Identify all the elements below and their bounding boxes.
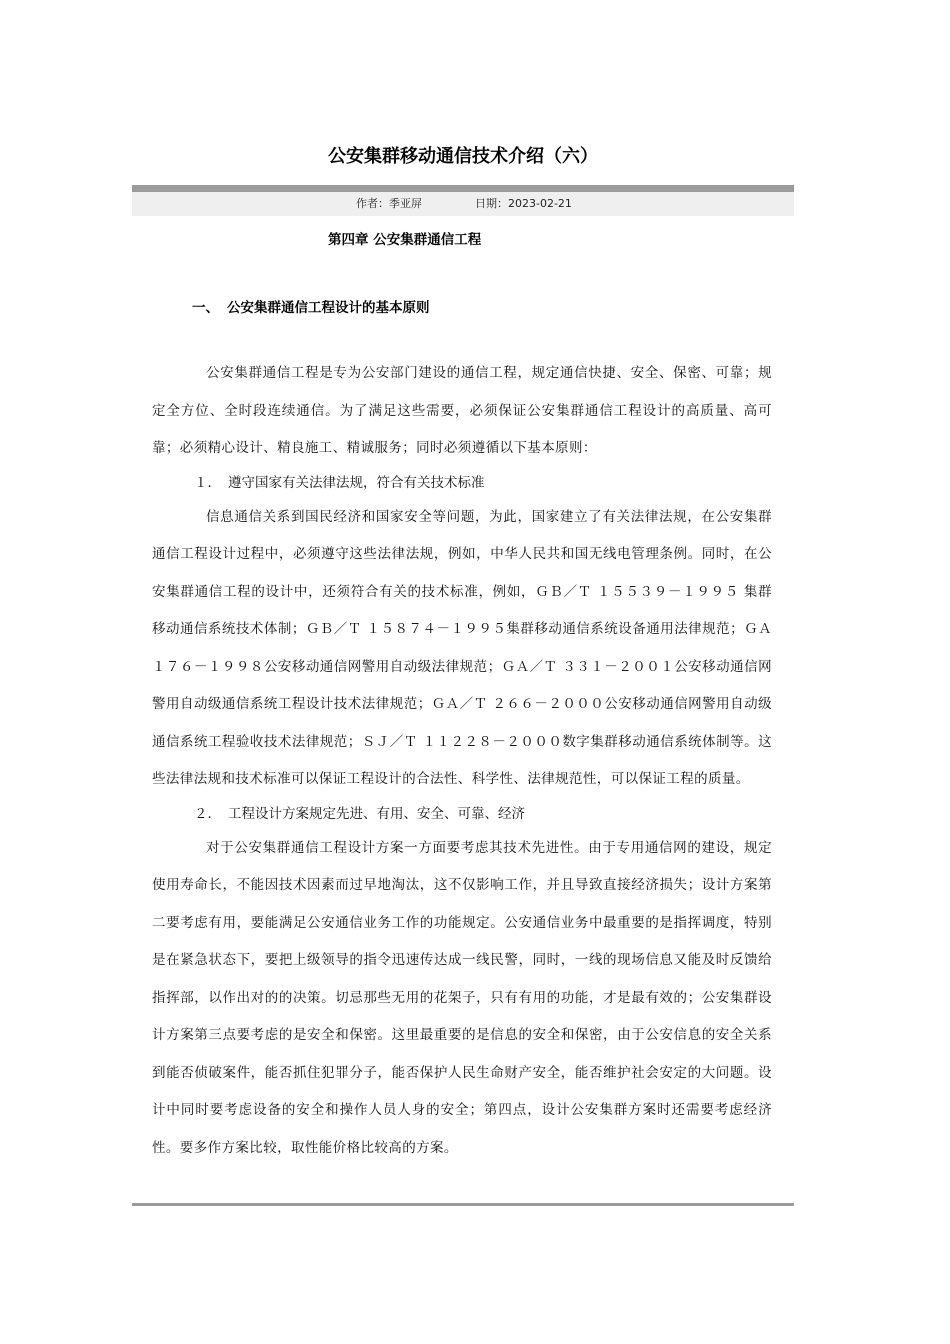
principle-number-2: ２． bbox=[194, 805, 221, 822]
author-label: 作者：季亚屏 bbox=[356, 197, 422, 210]
principle-heading-2 bbox=[152, 799, 772, 830]
page-title: 公安集群移动通信技术介绍（六） bbox=[328, 146, 598, 167]
chapter-heading: 第四章 公安集群通信工程 bbox=[328, 232, 482, 248]
section-number: 一、 bbox=[192, 300, 219, 316]
date-label: 日期：2023-02-21 bbox=[475, 197, 572, 210]
principle-number-1: １． bbox=[194, 474, 221, 491]
principle-paragraph-2: 对于公安集群通信工程设计方案一方面要考虑其技术先进性。由于专用通信网的建设，规定使用寿命长，不能因技术因素而过早地淘汰，这不仅影响工作，并且导致直接经济损失；设计方案第二要考虑有用，要能满足公安通信业务工作的功能规定。公安通信业务中最重要的是指挥调度，特别是在紧急状态下，要把上级领导的指令迅速传达成一线民警，同时，一线的现场信息又能及时反馈给指挥部，以作出对的的决策。切忌那些无用的花架子，只有有用的功能，才是最有效的；公安集群设计方案第三点要考虑的是安全和保密。这里最重要的是信息的安全和保密，由于公安信息的安全关系到能否侦破案件，能否抓住犯罪分子，能否保护人民生命财产安全，能否维护社会安定的大问题。设计中同时要考虑设备的安全和操作人员人身的安全；第四点，设计公安集群方案时还需要考虑经济性。要多作方案比较，取性能价格比较高的方案。 bbox=[152, 839, 772, 1156]
top-divider bbox=[132, 185, 794, 192]
document-body bbox=[152, 355, 772, 1167]
principle-paragraph-1: 信息通信关系到国民经济和国家安全等问题，为此，国家建立了有关法律法规，在公安集群通信工程设计过程中，必须遵守这些法律法规，例如，中华人民共和国无线电管理条例。同时，在公安集群通信工程的设计中，还须符合有关的技术标准，例如，ＧＢ／Ｔ １５５３９－１９９５ 集群移动通信系统技术体制；ＧＢ／Ｔ １５８７４－１９９５集群移动通信系统设备通用法律规范；ＧＡ １７６－１９９８公安移动通信网警用自动级法律规范；ＧＡ／Ｔ ３３１－２００１公安移动通信网警用自动级通信系统工程设计技术法律规范；ＧＡ／Ｔ ２６６－２０００公安移动通信网警用自动级通信系统工程验收技术法律规范；ＳＪ／Ｔ １１２２８－２０００数字集群移动通信系统体制等。这些法律法规和技术标准可以保证工程设计的合法性、科学性、法律规范性，可以保证工程的质量。 bbox=[152, 508, 772, 787]
principle-title-2: 工程设计方案规定先进、有用、安全、可靠、经济 bbox=[228, 805, 525, 822]
section-heading bbox=[192, 297, 430, 319]
bottom-divider bbox=[132, 1203, 794, 1206]
section-title: 公安集群通信工程设计的基本原则 bbox=[227, 300, 430, 316]
meta-bar bbox=[132, 192, 794, 216]
intro-paragraph: 公安集群通信工程是专为公安部门建设的通信工程，规定通信快捷、安全、保密、可靠；规定全方位、全时段连续通信。为了满足这些需要，必须保证公安集群通信工程设计的高质量、高可靠；必须精心设计、精良施工、精诚服务；同时必须遵循以下基本原则： bbox=[152, 365, 772, 456]
principle-title-1: 遵守国家有关法律法规，符合有关技术标准 bbox=[228, 474, 485, 491]
principle-heading-1 bbox=[152, 468, 772, 499]
